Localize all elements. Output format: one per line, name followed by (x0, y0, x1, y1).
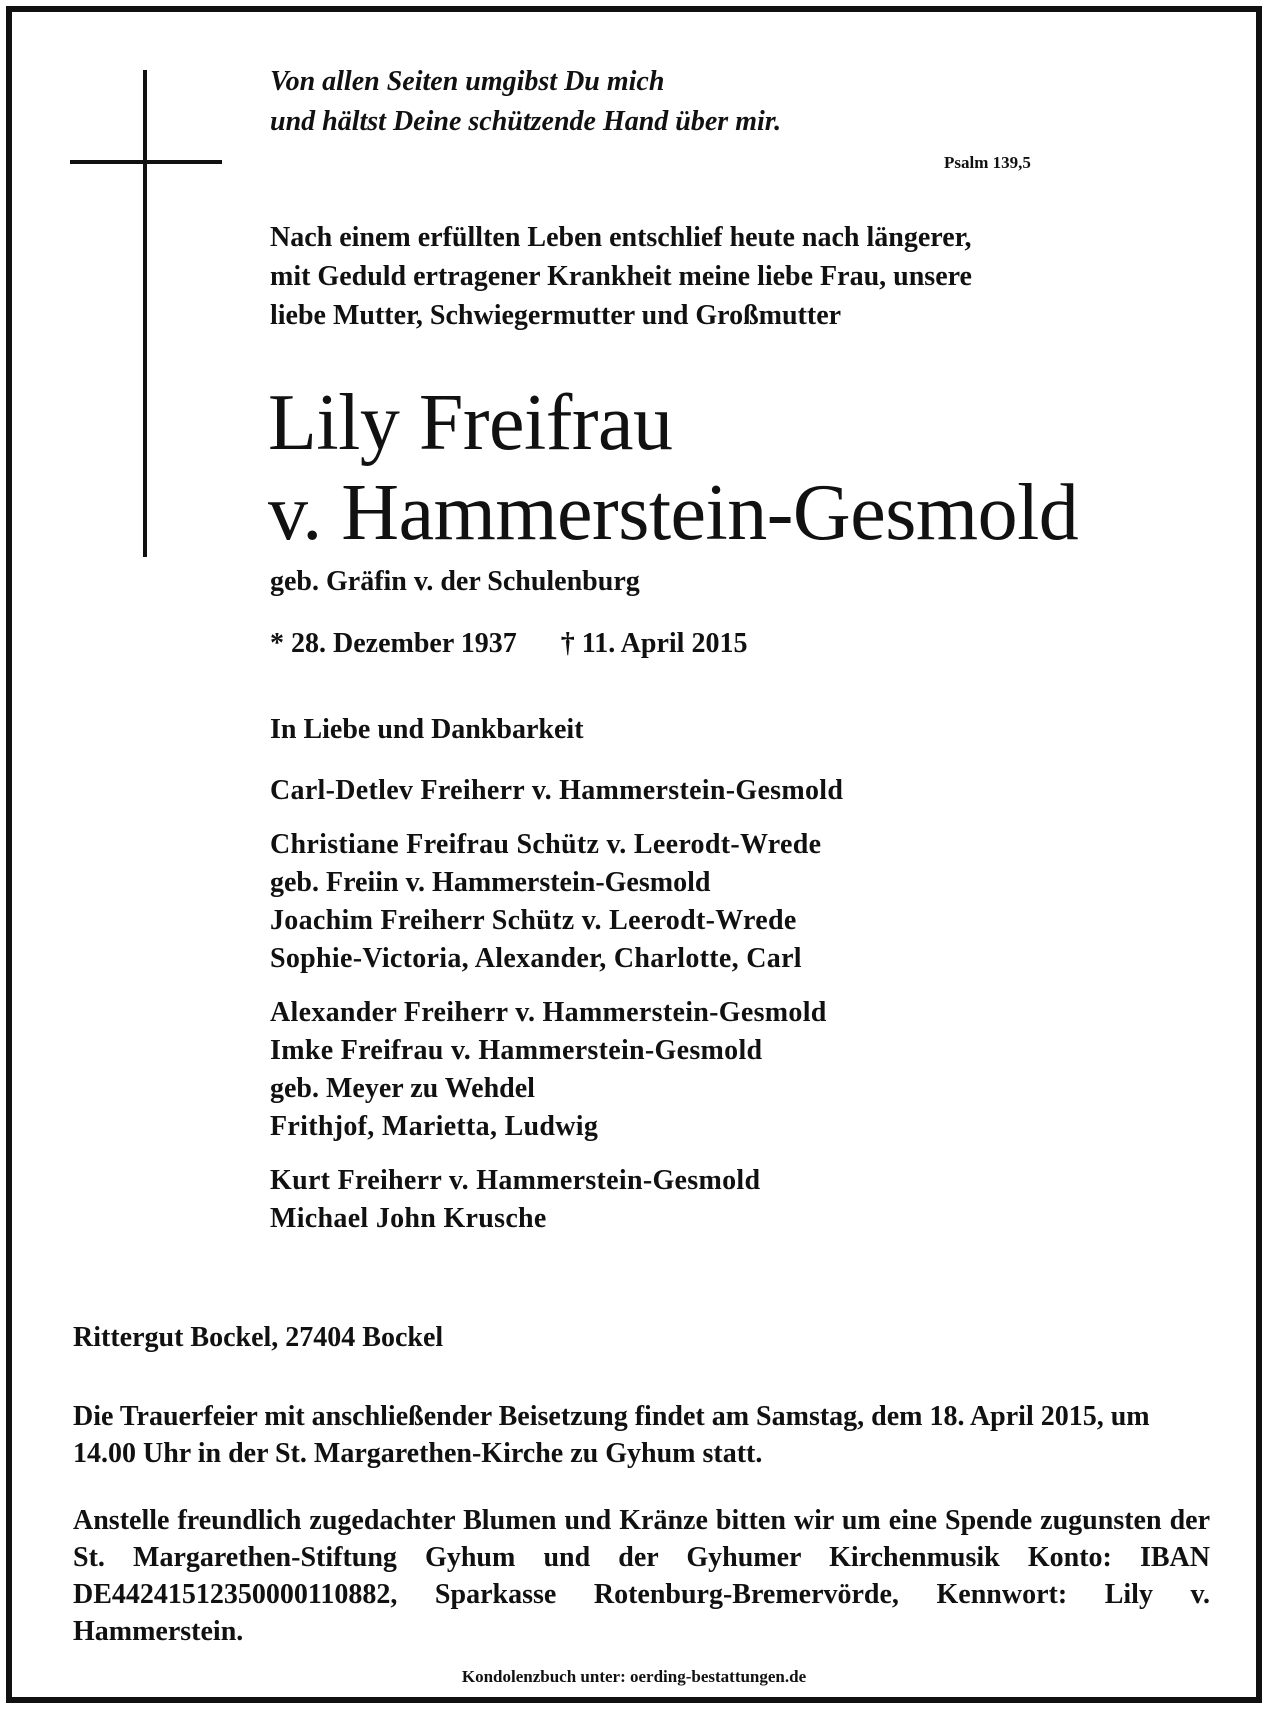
deceased-name-line: v. Hammerstein-Gesmold (268, 469, 1079, 557)
cross-icon (143, 70, 147, 557)
mourner-name: Michael John Krusche (270, 1203, 547, 1234)
mourner-birth-name: geb. Meyer zu Wehdel (270, 1073, 535, 1104)
maiden-name: geb. Gräfin v. der Schulenburg (270, 566, 640, 597)
mourners-list (270, 772, 843, 1254)
mourner-group (270, 772, 843, 810)
mourner-group (270, 994, 843, 1146)
mourner-group (270, 1162, 843, 1238)
mourner-name: Alexander Freiherr v. Hammerstein-Gesmold (270, 997, 827, 1028)
mourner-birth-name: geb. Freiin v. Hammerstein-Gesmold (270, 867, 711, 898)
mourner-name: Christiane Freifrau Schütz v. Leerodt-Wrede (270, 829, 822, 860)
intro-line: Nach einem erfüllten Leben entschlief heute nach längerer, (270, 222, 972, 253)
condolence-book-link[interactable]: Kondolenzbuch unter: oerding-bestattungen.de (461, 1667, 807, 1686)
bible-verse (270, 62, 781, 142)
thanks-line: In Liebe und Dankbarkeit (270, 714, 584, 745)
mourner-name: Imke Freifrau v. Hammerstein-Gesmold (270, 1035, 763, 1066)
mourner-children: Sophie-Victoria, Alexander, Charlotte, Carl (270, 943, 802, 974)
funeral-notice: Die Trauerfeier mit anschließender Beisetzung findet am Samstag, dem 18. April 2015, um 14.00 Uhr in der St. Margarethen-Kirche zu Gyhum statt. (73, 1401, 1150, 1469)
donation-notice: Anstelle freundlich zugedachter Blumen und Kränze bitten wir um eine Spende zugunsten der St. Margarethen-Stiftung Gyhum und der Gyhumer Kirchenmusik Konto: IBAN DE44241512350000110882, Sparkasse Rotenburg-Bremervörde, Kennwort: Lily v. Hammerstein. (73, 1505, 1210, 1647)
cross-icon-bar (70, 160, 222, 164)
deceased-name-line: Lily Freifrau (268, 379, 673, 467)
life-dates (270, 628, 747, 660)
intro-line: liebe Mutter, Schwiegermutter und Großmutter (270, 300, 842, 331)
mourner-name: Carl-Detlev Freiherr v. Hammerstein-Gesmold (270, 775, 844, 806)
deceased-name (268, 378, 1078, 558)
intro-text (270, 218, 972, 335)
birth-date: * 28. Dezember 1937 (270, 628, 517, 659)
mourner-group (270, 826, 843, 978)
intro-line: mit Geduld ertragener Krankheit meine liebe Frau, unsere (270, 261, 972, 292)
mourner-children: Frithjof, Marietta, Ludwig (270, 1111, 599, 1142)
address: Rittergut Bockel, 27404 Bockel (73, 1322, 444, 1353)
bible-verse-source: Psalm 139,5 (944, 153, 1031, 172)
mourner-name: Joachim Freiherr Schütz v. Leerodt-Wrede (270, 905, 797, 936)
bible-verse-line: Von allen Seiten umgibst Du mich (270, 66, 665, 97)
mourner-name: Kurt Freiherr v. Hammerstein-Gesmold (270, 1165, 761, 1196)
bible-verse-line: und hältst Deine schützende Hand über mir. (270, 106, 782, 137)
death-date: † 11. April 2015 (560, 628, 748, 659)
